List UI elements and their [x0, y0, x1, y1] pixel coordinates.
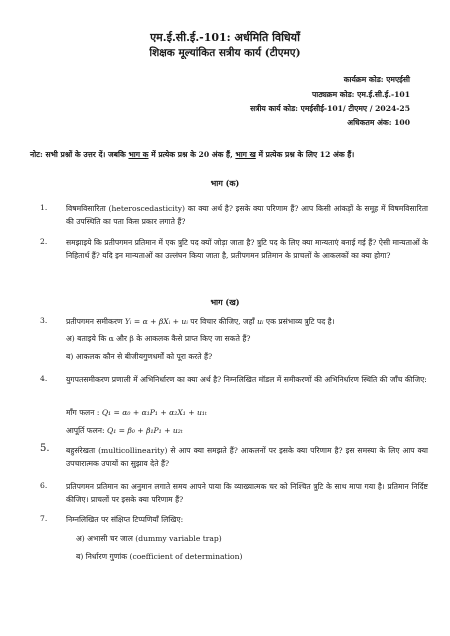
- question-3-text: [66, 316, 428, 329]
- question-6-text: प्रतिपगमन प्रतिमान का अनुमान लगाते समय आपने पाया कि व्याख्यात्मक चर को निश्चित त्रुटि के साथ मापा गया है। प्रतिमान निर्दिष्ट कीजिए। प्राचलों पर इसके क्या परिणाम हैं?: [66, 482, 428, 504]
- question-1-text: विषमविसारिता (heteroscedasticity) का क्या अर्थ है? इसके क्या परिणाम हैं? आप किसी आंकड़ों के समूह में विषमविसारिता की उपस्थिति का पता किस प्रकार लगाते हैं?: [66, 204, 428, 226]
- question-5-text: बहुसंरेखता (multicollinearity) से आप क्या समझते हैं? आकलनों पर इसके क्या परिणाम है? इस समस्या के लिए आप क्या उपचारात्मक उपायों का सुझाव देते हैं?: [66, 446, 428, 468]
- course-code: पाठ्यक्रम कोड: एम.ई.सी.ई.-101: [311, 90, 410, 99]
- question-3-sub-a: अ) बताइये कि α और β के आकलक कैसे प्राप्त किए जा सकते हैं?: [66, 334, 251, 343]
- q3-text-a: प्रतीपगमन समीकरण: [66, 317, 125, 326]
- question-number: 2.: [40, 237, 48, 246]
- question-number: 1.: [40, 203, 48, 212]
- programme-code: कार्यक्रम कोड: एमएईसी: [343, 75, 410, 84]
- note-text-1: नोट: सभी प्रश्नों के उत्तर दें। जबकि: [30, 150, 129, 159]
- supply-label: आपूर्ति फलन:: [66, 426, 107, 435]
- demand-function: [66, 407, 207, 419]
- question-number: 5.: [40, 443, 50, 454]
- error-term: uᵢ: [257, 317, 264, 326]
- question-2-text: समझाइये कि प्रतीपगमन प्रतिमान में एक त्रुटि पद क्यों जोड़ा जाता है? त्रुटि पद के लिए क्या मान्यताएं बनाई गई हैं? ऐसी मान्यताओं के निहितार्थ हैं? यदि इन मान्यताओं का उल्लंघन किया जाता है, प्रतीपगमन प्रतिमान के प्राचलों के आकलकों का क्या होगा?: [66, 238, 428, 260]
- note-part-b: भाग ख: [235, 150, 256, 159]
- supply-function: [66, 425, 183, 437]
- instructions-note: [30, 150, 430, 160]
- assignment-code: सत्रीय कार्य कोड: एमईसीई-101/ टीएमए / 2024-25: [250, 104, 410, 113]
- note-text-3: में प्रत्येक प्रश्न के लिए 12 अंक हैं।: [255, 150, 355, 159]
- q3-text-c: एक प्रसंभाव्य त्रुटि पद है।: [263, 317, 335, 326]
- note-part-a: भाग क: [128, 150, 149, 159]
- page-title: एम.ई.सी.ई.-101: अर्धमिति विधियाँ: [150, 31, 300, 44]
- question-number: 4.: [40, 374, 48, 383]
- question-3-sub-b: ब) आकलक कौन से बीजीयगुणधर्मों को पूरा करते हैं?: [66, 352, 213, 361]
- demand-label: माँग फलन :: [66, 408, 102, 417]
- supply-equation: Q₁ = β₀ + β₁P₁ + u₂ₜ: [106, 426, 183, 435]
- note-text-2: में प्रत्येक प्रश्न के 20 अंक हैं,: [148, 150, 236, 159]
- page-subtitle: शिक्षक मूल्यांकित सत्रीय कार्य (टीएमए): [149, 47, 301, 59]
- regression-equation: Yᵢ = α + βXᵢ + uᵢ: [124, 317, 188, 326]
- question-7-sub-a: अ) अभासी चर जाल (dummy variable trap): [76, 534, 222, 543]
- section-a-heading: भाग (क): [210, 178, 240, 188]
- max-marks: अधिकतम अंक: 100: [347, 118, 410, 127]
- question-4-text: युगपतसमीकरण प्रणाली में अभिनिर्धारण का क्या अर्थ है? निम्नलिखित मॉडल में समीकरणों की अभिनिर्धारण स्थिति की जाँच कीजिए:: [66, 375, 427, 384]
- q3-text-b: पर विचार कीजिए, जहाँ: [187, 317, 258, 326]
- section-b-heading: भाग (ख): [210, 297, 240, 307]
- question-number: 7.: [40, 514, 48, 523]
- question-number: 6.: [40, 481, 48, 490]
- question-number: 3.: [40, 316, 48, 325]
- demand-equation: Q₁ = α₀ + α₁P₁ + α₂X₁ + u₁ₜ: [101, 408, 207, 417]
- question-7-text: निम्नलिखित पर संक्षिप्त टिप्पणियाँ लिखिए:: [66, 515, 184, 524]
- question-7-sub-b: ब) निर्धारण गुणांक (coefficient of determination): [76, 552, 243, 561]
